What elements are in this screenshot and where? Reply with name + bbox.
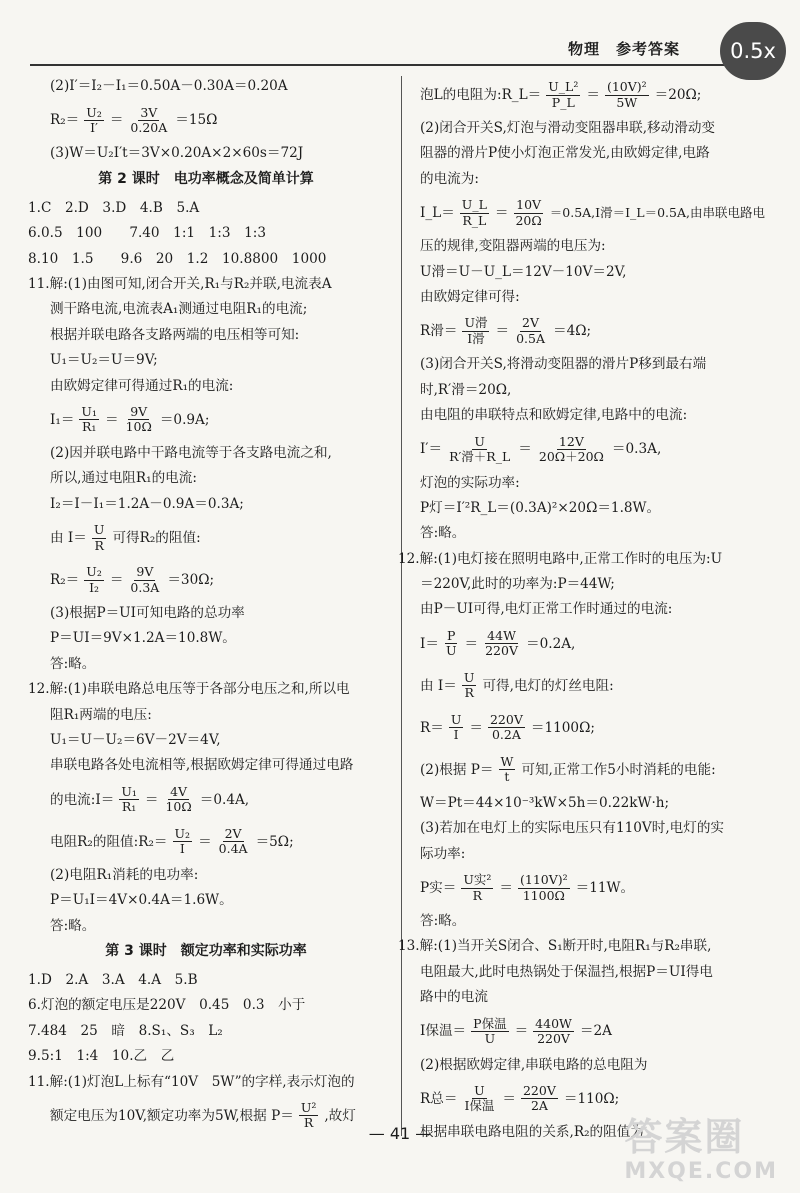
fraction: $\frac{\text{U₂}}{\text{I₂}}$ [86, 564, 102, 595]
fraction: $\frac{\text{U²}}{R}$ [300, 1100, 317, 1131]
fill-answers: 6.灯泡的额定电压是220V 0.45 0.3 小于 [28, 997, 306, 1014]
answer-line: 由欧姆定律可得通过R₁的电流: [50, 377, 234, 394]
answer-line: P＝UI＝9V×1.2A＝10.8W。 [50, 630, 236, 647]
answer-line: (3)根据P＝UI可知电路的总功率 [50, 605, 245, 622]
answer-line: (2)I′＝I₂－I₁＝0.50A－0.30A＝0.20A [50, 78, 288, 94]
answer-line: 答:略。 [420, 525, 466, 542]
fill-answers: 7.484 25 暗 8.S₁、S₃ L₂ [28, 1022, 223, 1039]
formula-line: R₂＝ $\frac{\text{U₂}}{I'}$ ＝ $\frac{3V}{0.20A}$ ＝15Ω [50, 104, 218, 135]
fraction: $\frac{W}{t}$ [500, 753, 514, 785]
answer-line: 由P－UI可得,电灯正常工作时通过的电流: [420, 601, 673, 618]
formula-line: R₂＝ $\frac{\text{U₂}}{\text{I₂}}$ ＝ $\frac{9V}{0.3A}$ ＝30Ω; [50, 564, 215, 595]
answer-line: U₁＝U－U₂＝6V－2V＝4V, [50, 732, 221, 749]
answer-line: W＝Pt＝44×10⁻³kW×5h＝0.22kW·h; [420, 794, 670, 811]
fraction: $\frac{\text{U₂}}{I}$ [174, 825, 191, 857]
answer-line: 路中的电流 [420, 989, 488, 1006]
fraction: $\frac{U}{R}$ [93, 522, 105, 553]
playback-speed-badge[interactable]: 0.5x [720, 22, 786, 80]
answer-line: 所以,通过电阻R₁的电流: [50, 470, 197, 487]
formula-line: 额定电压为10V,额定功率为5W,根据 P＝ $\frac{\text{U²}}{R}$ ,故灯 [50, 1100, 356, 1131]
fraction: $\frac{\text{(110V)²}}{1100\Omega}$ [519, 872, 568, 903]
fraction: $\frac{\text{U滑}}{\text{I滑}}$ [464, 315, 488, 346]
answer-line: ＝220V,此时的功率为:P＝44W; [420, 576, 615, 593]
formula-line: R＝ $\frac{U}{I}$ ＝ $\frac{220V}{0.2A}$ ＝1100Ω; [420, 711, 595, 743]
answer-line: 答:略。 [50, 655, 96, 672]
right-column [398, 76, 776, 1147]
fraction: $\frac{2V}{0.4A}$ [218, 825, 248, 857]
fraction: $\frac{\text{P保温}}{U}$ [473, 1015, 507, 1047]
fraction: $\frac{P}{U}$ [445, 627, 457, 659]
page-number: — 41 — [368, 1124, 432, 1143]
fraction: $\frac{9V}{10\Omega}$ [125, 404, 152, 435]
answer-line: 电阻最大,此时电热锅处于保温挡,根据P＝UI得电 [420, 963, 713, 980]
formula-line: (2)根据 P＝ $\frac{W}{t}$ 可知,正常工作5小时消耗的电能: [420, 753, 716, 785]
fill-answers: 9.5:1 1:4 10.乙 乙 [28, 1048, 175, 1065]
answer-line: 11.解:(1)由图可知,闭合开关,R₁与R₂并联,电流表A [28, 275, 332, 292]
answer-line: 灯泡的实际功率: [420, 474, 520, 491]
answer-line: 由电阻的串联特点和欧姆定律,电路中的电流: [420, 407, 688, 424]
fraction: $\frac{\text{U₁}}{\text{R₁}}$ [121, 783, 137, 815]
fraction: $\frac{\text{(10V)²}}{5W}$ [606, 79, 647, 110]
fraction: $\frac{220V}{2A}$ [522, 1083, 556, 1114]
answer-line: (2)因并联电路中干路电流等于各支路电流之和, [50, 444, 332, 461]
answer-line: 串联电路各处电流相等,根据欧姆定律可得通过电路 [50, 757, 354, 774]
formula-line: I_L＝ $\frac{U\_L}{R\_L}$ ＝ $\frac{10V}{20\Omega}$ ＝0.5A,I滑＝I_L＝0.5A,由串联电路电 [420, 197, 765, 228]
answer-line: (3)闭合开关S,将滑动变阻器的滑片P移到最右端 [420, 356, 707, 373]
formula-line: 的电流:I＝ $\frac{\text{U₁}}{\text{R₁}}$ ＝ $\frac{4V}{10\Omega}$ ＝0.4A, [50, 783, 250, 815]
fraction: $\frac{U\_L}{R\_L}$ [461, 197, 487, 228]
fraction: $\frac{U}{\text{I保温}}$ [464, 1083, 495, 1114]
section-heading: 第 2 课时 电功率概念及简单计算 [98, 170, 314, 187]
fraction: $\frac{12V}{20\Omega+20\Omega}$ [538, 433, 604, 465]
fraction: $\frac{440W}{220V}$ [535, 1015, 572, 1047]
answer-line: 答:略。 [50, 917, 96, 934]
fill-answers: 6.0.5 100 7.40 1:1 1:3 1:3 [28, 225, 266, 242]
formula-line: P实＝ $\frac{\text{U实²}}{R}$ ＝ $\frac{\text{(110V)²}}{1100\Omega}$ ＝11W。 [420, 872, 635, 903]
answer-line: 11.解:(1)灯泡L上标有“10V 5W”的字样,表示灯泡的 [28, 1073, 355, 1090]
formula-line: I＝ $\frac{P}{U}$ ＝ $\frac{44W}{220V}$ ＝0.2A, [420, 627, 576, 659]
answer-line: 时,R′滑＝20Ω, [420, 381, 512, 398]
answer-line: 12.解:(1)电灯接在照明电路中,正常工作时的电压为:U [398, 550, 723, 567]
answer-line: 答:略。 [420, 913, 466, 930]
answer-line: 测干路电流,电流表A₁测通过电阻R₁的电流; [50, 301, 308, 318]
formula-line: 由 I＝ $\frac{U}{R}$ 可得,电灯的灯丝电阻: [420, 669, 614, 701]
choice-answers: 1.C 2.D 3.D 4.B 5.A [28, 199, 200, 216]
fraction: $\frac{U}{\text{R′滑＋R\_L}}$ [449, 433, 511, 465]
formula-line: 泡L的电阻为:R_L＝ $\frac{\text{U\_L²}}{P\_L}$ ＝ $\frac{\text{(10V)²}}{5W}$ ＝20Ω; [420, 79, 702, 110]
answer-line: P＝U₁I＝4V×0.4A＝1.6W。 [50, 892, 233, 909]
fraction: $\frac{2V}{0.5A}$ [516, 315, 545, 346]
answer-line: 由欧姆定律可得: [420, 288, 520, 305]
formula-line: R总＝ $\frac{U}{\text{I保温}}$ ＝ $\frac{220V}{2A}$ ＝110Ω; [420, 1083, 620, 1114]
header-subject: 物理 参考答案 [567, 40, 680, 58]
fill-answers: 8.10 1.5 9.6 20 1.2 10.8800 1000 [28, 250, 327, 267]
fraction: $\frac{44W}{220V}$ [485, 627, 518, 659]
answer-line: U₁＝U₂＝U＝9V; [50, 352, 158, 369]
fraction: $\frac{10V}{20\Omega}$ [515, 197, 542, 228]
answer-line: U滑＝U－U_L＝12V－10V＝2V, [420, 263, 627, 280]
left-column [28, 76, 384, 1139]
fraction: $\frac{9V}{0.3A}$ [130, 564, 160, 595]
fraction: $\frac{\text{U\_L²}}{P\_L}$ [548, 79, 579, 110]
answer-line: P灯＝I′²R_L＝(0.3A)²×20Ω＝1.8W。 [420, 499, 661, 516]
watermark-logo: 答案圈 MXQE.COM [624, 1115, 778, 1184]
fraction: $\frac{U}{R}$ [463, 669, 475, 701]
answer-line: 13.解:(1)当开关S闭合、S₁断开时,电阻R₁与R₂串联, [398, 938, 712, 955]
fraction: $\frac{\text{U₁}}{\text{R₁}}$ [81, 404, 97, 435]
answer-line: 根据并联电路各支路两端的电压相等可知: [50, 326, 300, 343]
answer-line: (3)W＝U₂I′t＝3V×0.20A×2×60s＝72J [50, 145, 304, 162]
formula-line: 电阻R₂的阻值:R₂＝ $\frac{\text{U₂}}{I}$ ＝ $\frac{2V}{0.4A}$ ＝5Ω; [50, 825, 294, 857]
answer-line: (2)闭合开关S,灯泡与滑动变阻器串联,移动滑动变 [420, 120, 716, 136]
fraction: $\frac{3V}{0.20A}$ [130, 104, 168, 135]
answer-line: 阻器的滑片P使小灯泡正常发光,由欧姆定律,电路 [420, 145, 710, 162]
formula-line: R滑＝ $\frac{\text{U滑}}{\text{I滑}}$ ＝ $\frac{2V}{0.5A}$ ＝4Ω; [420, 315, 592, 346]
answer-line: (3)若加在电灯上的实际电压只有110V时,电灯的实 [420, 820, 725, 837]
answer-line: 12.解:(1)串联电路总电压等于各部分电压之和,所以电 [28, 681, 350, 698]
fraction: $\frac{4V}{10\Omega}$ [165, 783, 192, 815]
formula-line: I保温＝ $\frac{\text{P保温}}{U}$ ＝ $\frac{440W}{220V}$ ＝2A [420, 1015, 612, 1047]
answer-line: 际功率: [420, 845, 466, 862]
answer-line: I₂＝I－I₁＝1.2A－0.9A＝0.3A; [50, 495, 244, 512]
column-divider [401, 76, 402, 1136]
fraction: $\frac{\text{U实²}}{R}$ [463, 872, 492, 903]
fraction: $\frac{220V}{0.2A}$ [489, 711, 523, 743]
formula-line: 由 I＝ $\frac{U}{R}$ 可得R₂的阻值: [50, 522, 201, 553]
page-header [30, 30, 770, 66]
formula-line: I′＝ $\frac{U}{\text{R′滑＋R\_L}}$ ＝ $\frac{12V}{20\Omega+20\Omega}$ ＝0.3A, [420, 433, 662, 465]
answer-line: (2)电阻R₁消耗的电功率: [50, 866, 199, 883]
answer-line: 压的规律,变阻器两端的电压为: [420, 238, 606, 255]
formula-line: I₁＝ $\frac{\text{U₁}}{\text{R₁}}$ ＝ $\frac{9V}{10\Omega}$ ＝0.9A; [50, 404, 210, 435]
choice-answers: 1.D 2.A 3.A 4.A 5.B [28, 971, 198, 988]
answer-line: 根据串联电路电阻的关系,R₂的阻值为 [420, 1123, 644, 1140]
fraction: $\frac{\text{U₂}}{I'}$ [86, 104, 102, 135]
answer-line: (2)根据欧姆定律,串联电路的总电阻为 [420, 1056, 648, 1073]
answer-line: 阻R₁两端的电压: [50, 706, 152, 723]
answer-line: 的电流为: [420, 170, 479, 187]
section-heading: 第 3 课时 额定功率和实际功率 [105, 942, 307, 959]
fraction: $\frac{U}{I}$ [450, 711, 462, 743]
